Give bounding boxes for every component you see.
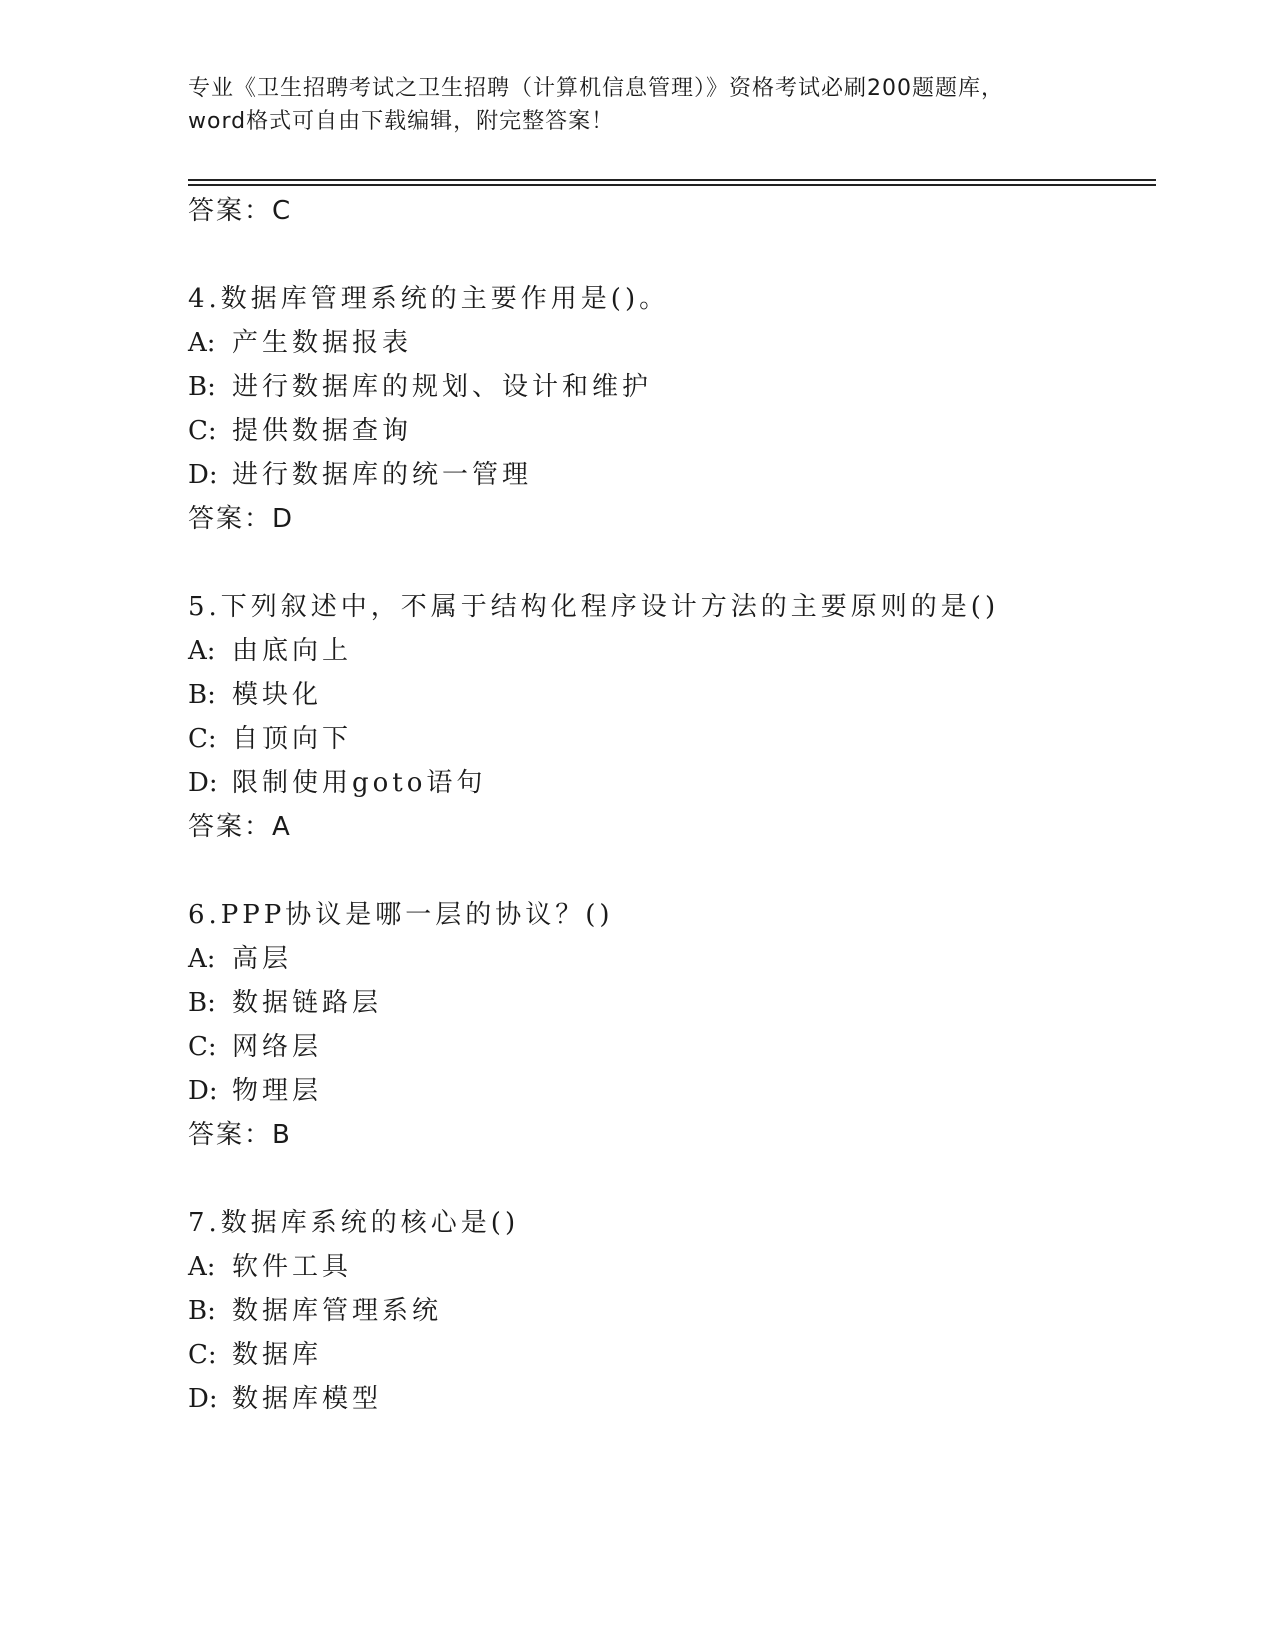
header-line-1: 专业《卫生招聘考试之卫生招聘（计算机信息管理）》资格考试必刷200题题库， bbox=[188, 76, 1004, 101]
option-b bbox=[188, 678, 322, 712]
option-letter: B: bbox=[188, 988, 216, 1018]
answer-q3: 答案：C bbox=[188, 196, 293, 226]
option-text: 网络层 bbox=[232, 1032, 323, 1062]
option-d bbox=[188, 1382, 382, 1416]
option-letter: A: bbox=[188, 328, 216, 358]
option-d bbox=[188, 458, 532, 492]
option-a bbox=[188, 634, 352, 668]
header-line-2: word格式可自由下载编辑，附完整答案！ bbox=[188, 109, 615, 134]
option-letter: C: bbox=[188, 416, 217, 446]
option-a bbox=[188, 326, 412, 360]
option-text: 提供数据查询 bbox=[232, 416, 413, 446]
option-b bbox=[188, 986, 382, 1020]
option-letter: B: bbox=[188, 372, 216, 402]
option-a bbox=[188, 1250, 352, 1284]
option-letter: B: bbox=[188, 680, 216, 710]
document-header bbox=[188, 72, 1088, 138]
option-letter: C: bbox=[188, 724, 217, 754]
option-text: 模块化 bbox=[232, 680, 323, 710]
option-text: 高层 bbox=[232, 944, 293, 974]
question-stem: 7.数据库系统的核心是() bbox=[188, 1208, 520, 1238]
option-text: 数据库管理系统 bbox=[232, 1296, 443, 1326]
answer-q4: 答案：D bbox=[188, 504, 295, 534]
option-b bbox=[188, 1294, 442, 1328]
option-letter: D: bbox=[188, 1076, 218, 1106]
option-text: 物理层 bbox=[232, 1076, 323, 1106]
option-letter: A: bbox=[188, 636, 216, 666]
question-stem: 5.下列叙述中，不属于结构化程序设计方法的主要原则的是() bbox=[188, 592, 1000, 622]
option-c bbox=[188, 414, 412, 448]
question-stem: 4.数据库管理系统的主要作用是()。 bbox=[188, 284, 670, 314]
option-text: 由底向上 bbox=[232, 636, 353, 666]
option-text: 产生数据报表 bbox=[232, 328, 413, 358]
option-d bbox=[188, 766, 486, 800]
option-c bbox=[188, 722, 352, 756]
option-a bbox=[188, 942, 292, 976]
option-text: 数据库 bbox=[232, 1340, 323, 1370]
option-letter: C: bbox=[188, 1032, 217, 1062]
option-text: 进行数据库的统一管理 bbox=[232, 460, 533, 490]
option-b bbox=[188, 370, 652, 404]
option-text: 限制使用goto语句 bbox=[232, 768, 487, 798]
option-text: 自顶向下 bbox=[232, 724, 353, 754]
answer-q6: 答案：B bbox=[188, 1120, 292, 1150]
option-text: 进行数据库的规划、设计和维护 bbox=[232, 372, 653, 402]
question-stem: 6.PPP协议是哪一层的协议？() bbox=[188, 900, 614, 930]
header-divider-top bbox=[188, 179, 1156, 181]
option-letter: A: bbox=[188, 1252, 216, 1282]
option-letter: C: bbox=[188, 1340, 217, 1370]
option-text: 数据库模型 bbox=[232, 1384, 383, 1414]
header-divider-bottom bbox=[188, 184, 1156, 186]
option-letter: B: bbox=[188, 1296, 216, 1326]
option-text: 数据链路层 bbox=[232, 988, 383, 1018]
option-letter: D: bbox=[188, 768, 218, 798]
option-letter: D: bbox=[188, 1384, 218, 1414]
option-c bbox=[188, 1338, 322, 1372]
option-letter: A: bbox=[188, 944, 216, 974]
option-text: 软件工具 bbox=[232, 1252, 353, 1282]
option-letter: D: bbox=[188, 460, 218, 490]
answer-q5: 答案：A bbox=[188, 812, 292, 842]
option-d bbox=[188, 1074, 322, 1108]
option-c bbox=[188, 1030, 322, 1064]
